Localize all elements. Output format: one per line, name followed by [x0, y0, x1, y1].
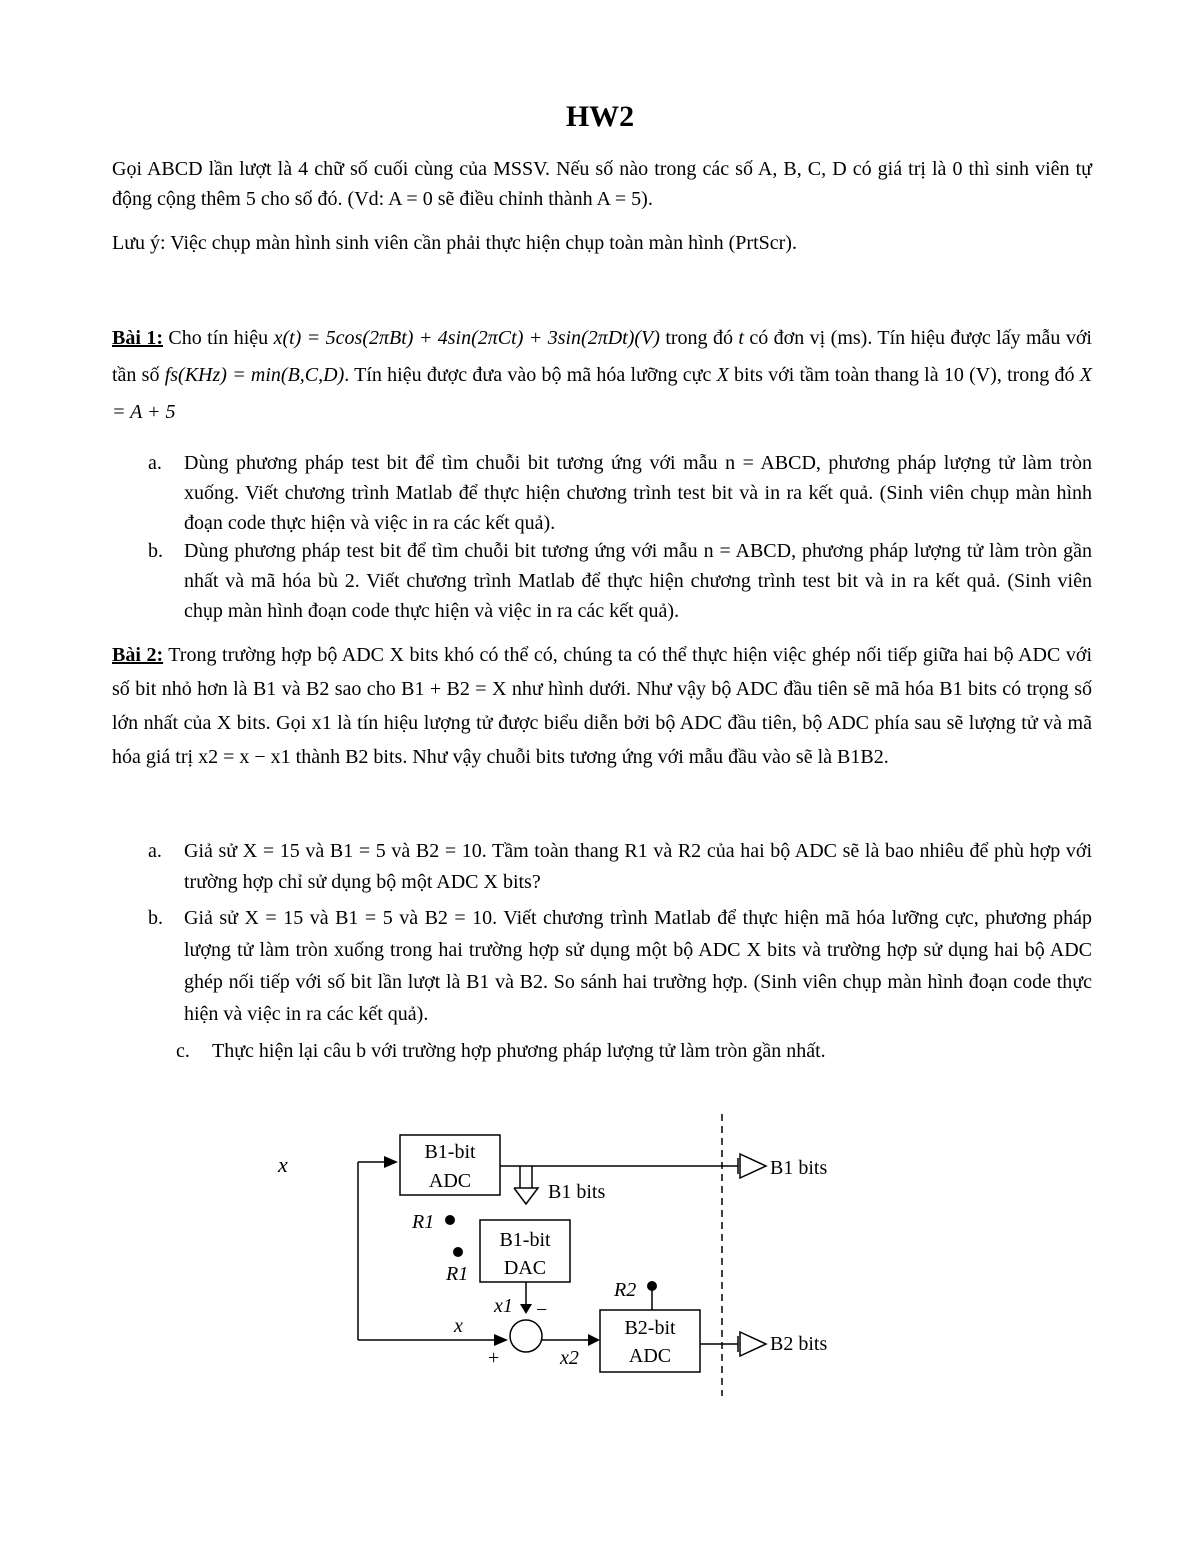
r1-label-a: R1	[412, 1211, 435, 1233]
b1-bits-mid-label: B1 bits	[548, 1181, 606, 1203]
bai1-text-3: có đơn vị (ms). Tín hiệu được lấy mẫu với tần số	[112, 327, 1092, 386]
bai2-item-a	[148, 836, 1092, 898]
bai2-paragraph	[112, 638, 1092, 774]
item-text: Giả sử X = 15 và B1 = 5 và B2 = 10. Tầm toàn thang R1 và R2 của hai bộ ADC sẽ là bao nhiêu để phù hợp với trường hợp chỉ sử dụng bộ một ADC X bits?	[184, 840, 1092, 893]
bai2-label: Bài 2:	[112, 644, 164, 666]
bai1-text-1: Cho tín hiệu	[162, 327, 274, 349]
bai2-text: Trong trường hợp bộ ADC X bits khó có thể có, chúng ta có thể thực hiện việc ghép nối tiếp giữa hai bộ ADC với số bit nhỏ hơn là B1 và B2 sao cho B1 + B2 = X như hình dưới. Như vậy bộ ADC đầu tiên sẽ mã hóa B1 bits có trọng số lớn nhất của X bits. Gọi x1 là tín hiệu lượng tử được biểu diễn bởi bộ ADC đầu tiên, bộ ADC phía sau sẽ lượng tử và mã hóa giá trị x2 = x − x1 thành B2 bits. Như vậy chuỗi bits tương ứng với mẫu đầu vào sẽ là B1B2.	[112, 644, 1092, 768]
bai1-text-4: . Tín hiệu được đưa vào bộ mã hóa lưỡng cực	[344, 364, 717, 386]
t-variable: t	[738, 327, 744, 349]
b2-bits-output-label: B2 bits	[770, 1333, 828, 1355]
input-x-label: x	[278, 1152, 288, 1177]
bai1-text-2: trong đó	[659, 327, 739, 349]
signal-formula: x(t) = 5cos(2πBt) + 4sin(2πCt) + 3sin(2πDt)(V)	[273, 327, 660, 349]
item-marker: a.	[148, 840, 162, 862]
dac-label-2: DAC	[503, 1257, 547, 1279]
b1-bits-output-label: B1 bits	[770, 1157, 828, 1179]
x-bits-variable: X	[716, 364, 729, 386]
adc1-label-2: ADC	[428, 1170, 472, 1192]
item-text: Dùng phương pháp test bit để tìm chuỗi bit tương ứng với mẫu n = ABCD, phương pháp lượng tử làm tròn xuống. Viết chương trình Matlab để thực hiện chương trình test bit và in ra kết quả. (Sinh viên chụp màn hình đoạn code thực hiện và việc in ra các kết quả).	[184, 452, 1092, 534]
bai1-item-b	[148, 536, 1092, 626]
x2-label: x2	[560, 1347, 579, 1369]
page-title: HW2	[565, 100, 635, 133]
item-marker: c.	[176, 1040, 190, 1062]
adc2-label-2: ADC	[628, 1345, 672, 1367]
item-text: Thực hiện lại câu b với trường hợp phương pháp lượng tử làm tròn gần nhất.	[212, 1040, 826, 1062]
bai2-item-b	[148, 902, 1092, 1030]
item-marker: b.	[148, 540, 163, 562]
cascaded-adc-diagram	[0, 1100, 1200, 1410]
intro-paragraph: Gọi ABCD lần lượt là 4 chữ số cuối cùng của MSSV. Nếu số nào trong các số A, B, C, D có giá trị là 0 thì sinh viên tự động cộng thêm 5 cho số đó. (Vd: A = 0 sẽ điều chỉnh thành A = 5).	[112, 158, 1092, 210]
bai1-text-5: bits với tầm toàn thang là 10 (V), trong đó	[728, 364, 1080, 386]
dac-label-1: B1-bit	[499, 1229, 551, 1251]
bai1-paragraph	[112, 320, 1092, 431]
adc1-label-1: B1-bit	[424, 1141, 476, 1163]
plus-sign: +	[488, 1347, 500, 1369]
note-paragraph: Lưu ý: Việc chụp màn hình sinh viên cần phải thực hiện chụp toàn màn hình (PrtScr).	[112, 232, 797, 254]
r1-label-b: R1	[446, 1263, 469, 1285]
r2-label: R2	[614, 1279, 637, 1301]
sampling-formula: fs(KHz) = min(B,C,D)	[164, 364, 345, 386]
item-marker: b.	[148, 907, 163, 929]
x-equation: X = A + 5	[112, 364, 1093, 423]
adc2-label-1: B2-bit	[624, 1317, 676, 1339]
bai1-label: Bài 1:	[112, 327, 163, 349]
item-marker: a.	[148, 452, 162, 474]
x1-label: x1	[494, 1295, 513, 1317]
item-text: Dùng phương pháp test bit để tìm chuỗi bit tương ứng với mẫu n = ABCD, phương pháp lượng tử làm tròn gần nhất và mã hóa bù 2. Viết chương trình Matlab để thực hiện chương trình test bit và in ra kết quả. (Sinh viên chụp màn hình đoạn code thực hiện và việc in ra các kết quả).	[184, 540, 1092, 622]
x-sum-label: x	[454, 1315, 463, 1337]
bai1-item-a	[148, 448, 1092, 538]
item-text: Giả sử X = 15 và B1 = 5 và B2 = 10. Viết chương trình Matlab để thực hiện mã hóa lưỡng cực, phương pháp lượng tử làm tròn xuống trong hai trường hợp sử dụng một bộ ADC X bits và trường hợp sử dụng hai bộ ADC ghép nối tiếp với số bit lần lượt là B1 và B2. So sánh hai trường hợp. (Sinh viên chụp màn hình đoạn code thực hiện và việc in ra các kết quả).	[184, 907, 1092, 1025]
minus-sign: −	[536, 1299, 548, 1321]
bai2-item-c	[176, 1036, 1092, 1066]
